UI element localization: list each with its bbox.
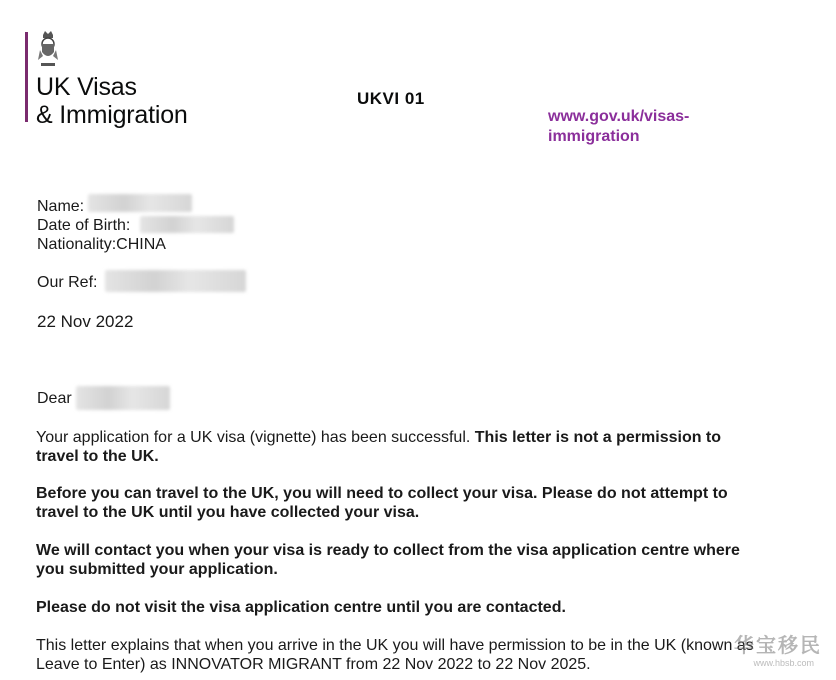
letter-date: 22 Nov 2022 xyxy=(37,312,134,331)
paragraph-3 xyxy=(36,541,766,579)
brand-bar xyxy=(25,32,28,122)
nationality-field: Nationality:CHINA xyxy=(37,236,166,253)
dob-label: Date of Birth: xyxy=(37,217,131,234)
brand-line-2: & Immigration xyxy=(36,101,188,129)
royal-crest-icon xyxy=(36,30,60,70)
paragraph-2-bold: Before you can travel to the UK, you will need to collect your visa. Please do not attempt to travel to the UK until you have collected your visa. xyxy=(36,485,728,521)
watermark: 华宝移民 xyxy=(734,633,822,657)
redacted-ref xyxy=(105,270,246,292)
paragraph-2 xyxy=(36,484,766,522)
name-label: Name: xyxy=(37,198,85,215)
redacted-name xyxy=(88,194,192,212)
ref-label: Our Ref: xyxy=(37,274,98,291)
redacted-dob xyxy=(140,216,234,233)
brand-line-1: UK Visas xyxy=(36,73,137,101)
watermark-url: www.hbsb.com xyxy=(753,658,814,668)
paragraph-3-bold: We will contact you when your visa is ready to collect from the visa application centre where you submitted your application. xyxy=(36,542,740,578)
brand-name xyxy=(36,73,188,129)
paragraph-1-bold: This letter is not a permission to travel to the UK. xyxy=(36,429,722,465)
document-code: UKVI 01 xyxy=(357,89,425,108)
website-link[interactable]: www.gov.uk/visas-immigration xyxy=(548,108,690,145)
salutation: Dear xyxy=(37,390,72,407)
paragraph-4-bold: Please do not visit the visa application centre until you are contacted. xyxy=(36,599,566,616)
redacted-recipient xyxy=(76,386,170,410)
paragraph-5: This letter explains that when you arrive in the UK you will have permission to be in the UK (known as Leave to Enter) as INNOVATOR MIGRANT from 22 Nov 2022 to 22 Nov 2025. xyxy=(36,637,754,673)
paragraph-1-text: Your application for a UK visa (vignette) has been successful. xyxy=(36,429,475,446)
paragraph-1 xyxy=(36,428,766,466)
paragraph-4 xyxy=(36,598,766,617)
